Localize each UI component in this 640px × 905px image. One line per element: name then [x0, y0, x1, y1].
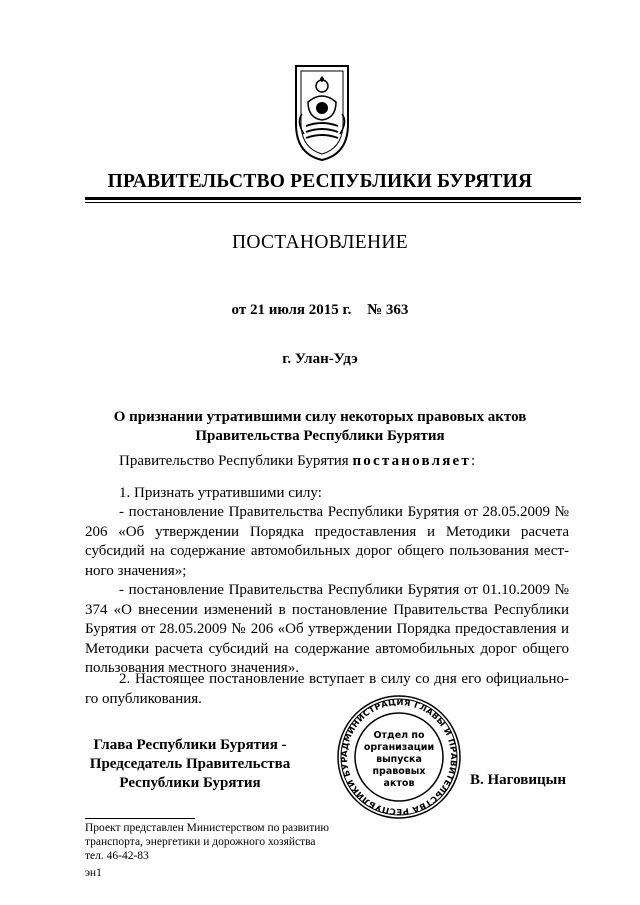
item-1-title: 1. Признать утратившими силу:: [119, 485, 322, 501]
government-title: ПРАВИТЕЛЬСТВО РЕСПУБЛИКИ БУРЯТИЯ: [107, 171, 533, 192]
preamble-verb: постановляет: [352, 453, 471, 469]
footnote-line: транспорта, энергетики и дорожного хозяйства: [85, 836, 316, 848]
footnote-line: Проект представлен Министерством по развитию: [85, 822, 329, 834]
subject-line: Правительства Республики Бурятия: [195, 428, 445, 444]
official-stamp: [334, 694, 464, 820]
stamp-center-line: правовых: [372, 766, 426, 777]
stamp-center-line: Отдел по: [373, 730, 425, 741]
item-2: 2. Настоящее постановление вступает в силу со дня его официально-го опубликования.: [85, 671, 569, 707]
preamble-text: Правительство Республики Бурятия: [119, 453, 353, 469]
item-1-b: - постановление Правительства Республики Бурятия от 01.10.2009 № 374 «О внесении изменений в постановление Правительства Республики Бурятия от 28.05.2009 № 206 «Об утверждении Порядка предоставления и Методики расчета субсидий на содержание автомобильных дорог общего пользования местного значения».: [85, 582, 569, 676]
item-1-a: - постановление Правительства Республики Бурятия от 28.05.2009 № 206 «Об утверждении Порядка предоставления и Методики расчета субсидий на содержание автомобильных дорог общего пользования мест-ного значения»;: [85, 504, 569, 579]
footnote-rule: [85, 818, 195, 819]
document-city: г. Улан-Удэ: [282, 351, 358, 367]
document-code: эн1: [85, 867, 102, 879]
preamble: [85, 452, 569, 472]
position-line: Председатель Правительства: [89, 756, 291, 772]
document-date: от 21 июля 2015 г.: [231, 302, 352, 318]
document-subject: [0, 408, 640, 446]
preamble-end: :: [470, 453, 476, 469]
stamp-center-line: выпуска: [376, 754, 422, 765]
document-number: № 363: [367, 302, 409, 318]
footnote: [85, 821, 405, 863]
position-line: Глава Республики Бурятия -: [93, 737, 287, 753]
stamp-center-line: актов: [383, 778, 415, 789]
stamp-ring-text: АДМИНИСТРАЦИЯ ГЛАВЫ И ПРАВИТЕЛЬСТВА РЕСПУБЛИКИ БУР: [338, 696, 460, 818]
buryatia-coat-of-arms-icon: [292, 62, 352, 162]
header-rule-thin: [85, 202, 581, 203]
footnote-line: тел. 46-42-83: [85, 850, 149, 862]
document-type: ПОСТАНОВЛЕНИЕ: [232, 232, 408, 253]
subject-line: О признании утратившими силу некоторых правовых актов: [113, 409, 527, 425]
stamp-center-line: организации: [363, 742, 435, 753]
signatory-name: В. Наговицын: [470, 772, 566, 788]
header-rule-thick: [85, 197, 581, 200]
date-number-line: [0, 302, 640, 319]
signatory-position: [85, 736, 295, 793]
position-line: Республики Бурятия: [119, 775, 261, 791]
